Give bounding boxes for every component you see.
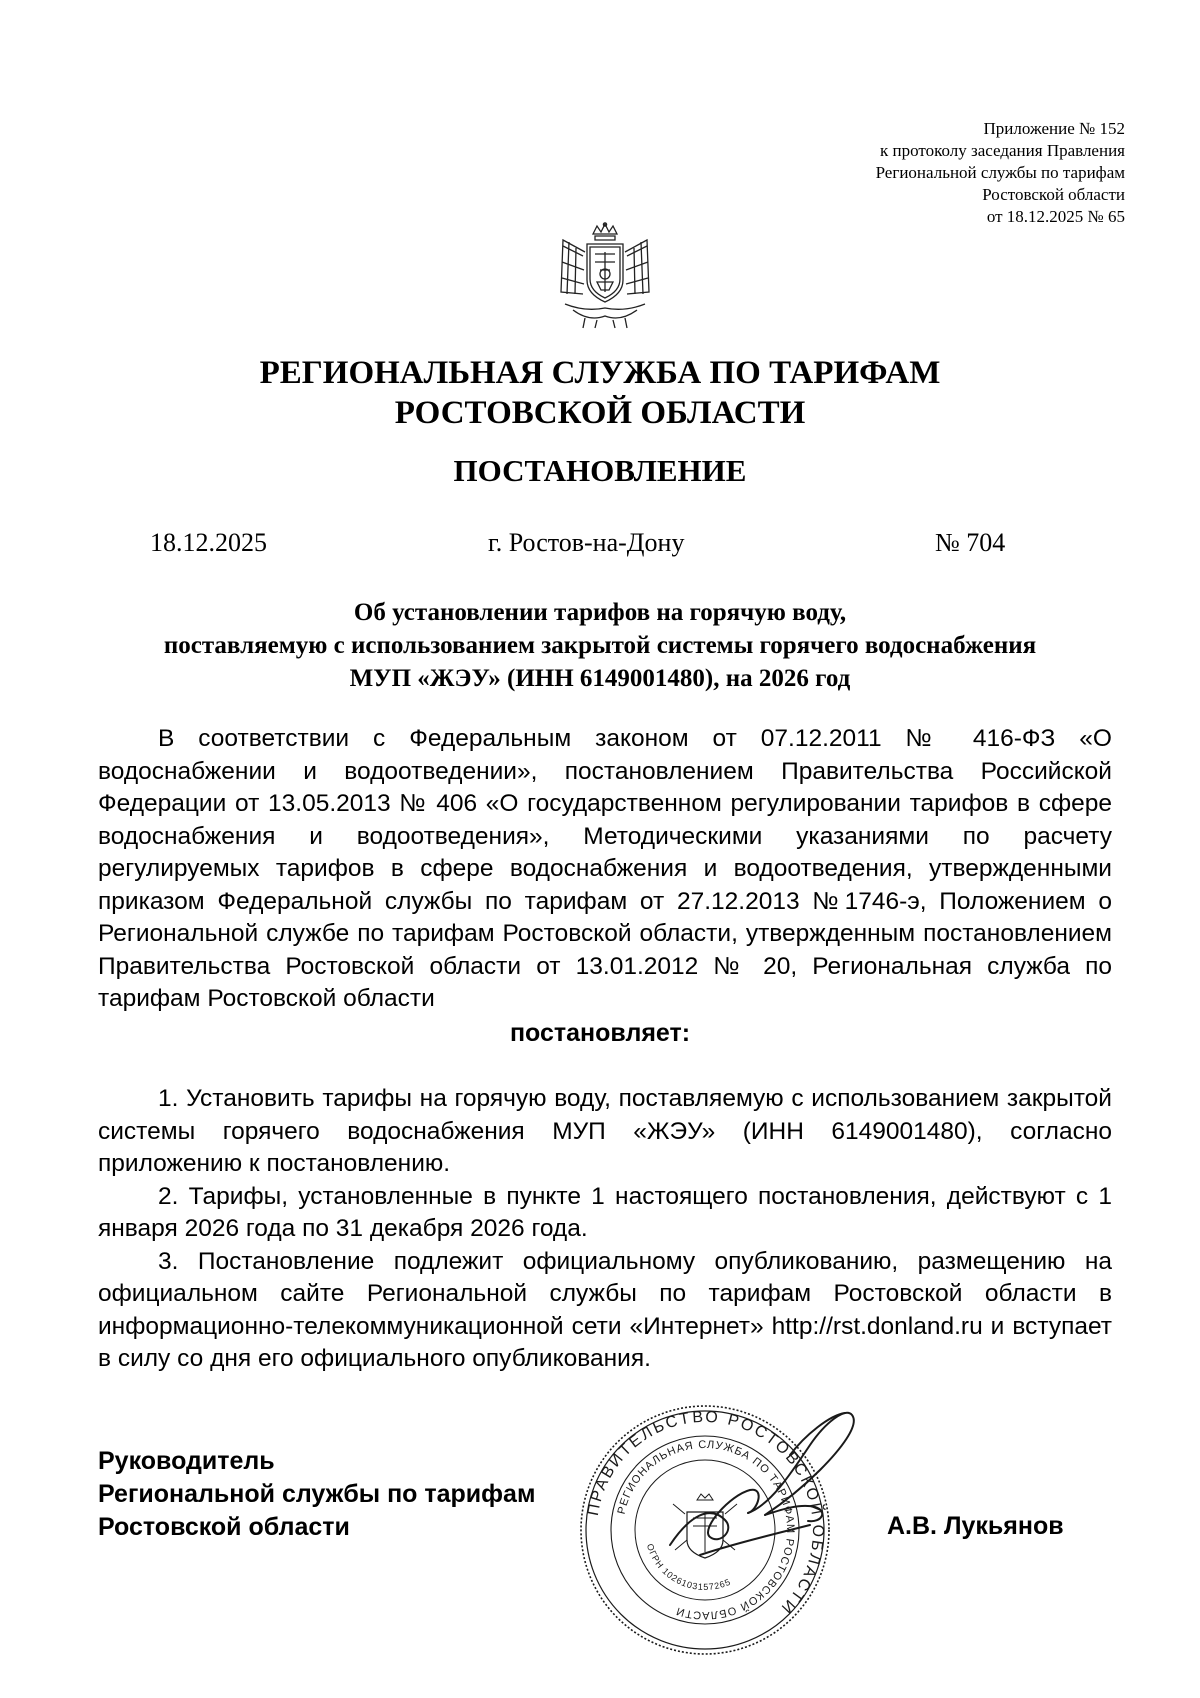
- clause-3: 3. Постановление подлежит официальному опубликованию, размещению на официальном сайте Региональной службы по тарифам Ростовской области в информационно-телекоммуникационной сети «Интернет» http://rst.donland.ru и вступает в силу со дня его официального опубликования.: [98, 1247, 1112, 1372]
- appendix-line: Региональной службы по тарифам: [875, 163, 1125, 182]
- subject-line: МУП «ЖЭУ» (ИНН 6149001480), на 2026 год: [349, 665, 851, 692]
- appendix-line: к протоколу заседания Правления: [880, 141, 1125, 160]
- document-type: ПОСТАНОВЛЕНИЕ: [453, 453, 747, 488]
- preamble: [98, 723, 1112, 1016]
- signatory-name: А.В. Лукьянов: [887, 1512, 1064, 1540]
- decision-heading: постановляет:: [509, 1019, 691, 1047]
- document-subject: [0, 596, 1200, 695]
- seal-outer-text: ПРАВИТЕЛЬСТВО РОСТОВСКОЙ ОБЛАСТИ: [584, 1408, 827, 1618]
- appendix-note: [876, 118, 1125, 228]
- appendix-line: от 18.12.2025 № 65: [986, 207, 1125, 226]
- clause-2: 2. Тарифы, установленные в пункте 1 настоящего постановления, действуют с 1 января 2026 года по 31 декабря 2026 года.: [98, 1182, 1112, 1242]
- document-date: 18.12.2025: [150, 528, 267, 557]
- document-city: г. Ростов-на-Дону: [488, 528, 685, 557]
- appendix-line: Ростовской области: [982, 185, 1125, 204]
- subject-line: Об установлении тарифов на горячую воду,: [353, 599, 847, 626]
- appendix-line: Приложение № 152: [983, 119, 1125, 138]
- organization-title-line: РОСТОВСКОЙ ОБЛАСТИ: [394, 395, 806, 431]
- signatory-title-line: Руководитель: [98, 1447, 275, 1475]
- organization-title-line: РЕГИОНАЛЬНАЯ СЛУЖБА ПО ТАРИФАМ: [259, 355, 941, 391]
- document-number: № 704: [935, 528, 1006, 557]
- handwritten-signature: [640, 1395, 870, 1605]
- signatory-title-line: Ростовской области: [98, 1513, 350, 1541]
- clauses-list: [98, 1083, 1112, 1376]
- coat-of-arms-icon: [555, 222, 655, 330]
- signatory-title-line: Региональной службы по тарифам: [98, 1480, 536, 1508]
- clause-1: 1. Установить тарифы на горячую воду, поставляемую с использованием закрытой системы горячего водоснабжения МУП «ЖЭУ» (ИНН 6149001480), согласно приложению к постановлению.: [98, 1085, 1112, 1177]
- seal-ogrn-text: ОГРН 1026103157265: [644, 1542, 733, 1593]
- organization-title: [0, 353, 1200, 433]
- preamble-paragraph: В соответствии с Федеральным законом от 07.12.2011 № 416-ФЗ «О водоснабжении и водоотведении», постановлением Правительства Российской Федерации от 13.05.2013 № 406 «О государственном регулировании тарифов в сфере водоснабжения и водоотведения», Методическими указаниями по расчету регулируемых тарифов в сфере водоснабжения и водоотведения, утвержденными приказом Федеральной службы по тарифам от 27.12.2013 №1746-э, Положением о Региональной службе по тарифам Ростовской области, утвержденным постановлением Правительства Ростовской области от 13.01.2012 № 20, Региональная служба по тарифам Ростовской области: [98, 725, 1112, 1012]
- subject-line: поставляемую с использованием закрытой системы горячего водоснабжения: [163, 632, 1037, 659]
- signatory-title: [98, 1445, 535, 1544]
- seal-inner-text: РЕГИОНАЛЬНАЯ СЛУЖБА ПО ТАРИФАМ РОСТОВСКОЙ ОБЛАСТИ: [615, 1438, 797, 1622]
